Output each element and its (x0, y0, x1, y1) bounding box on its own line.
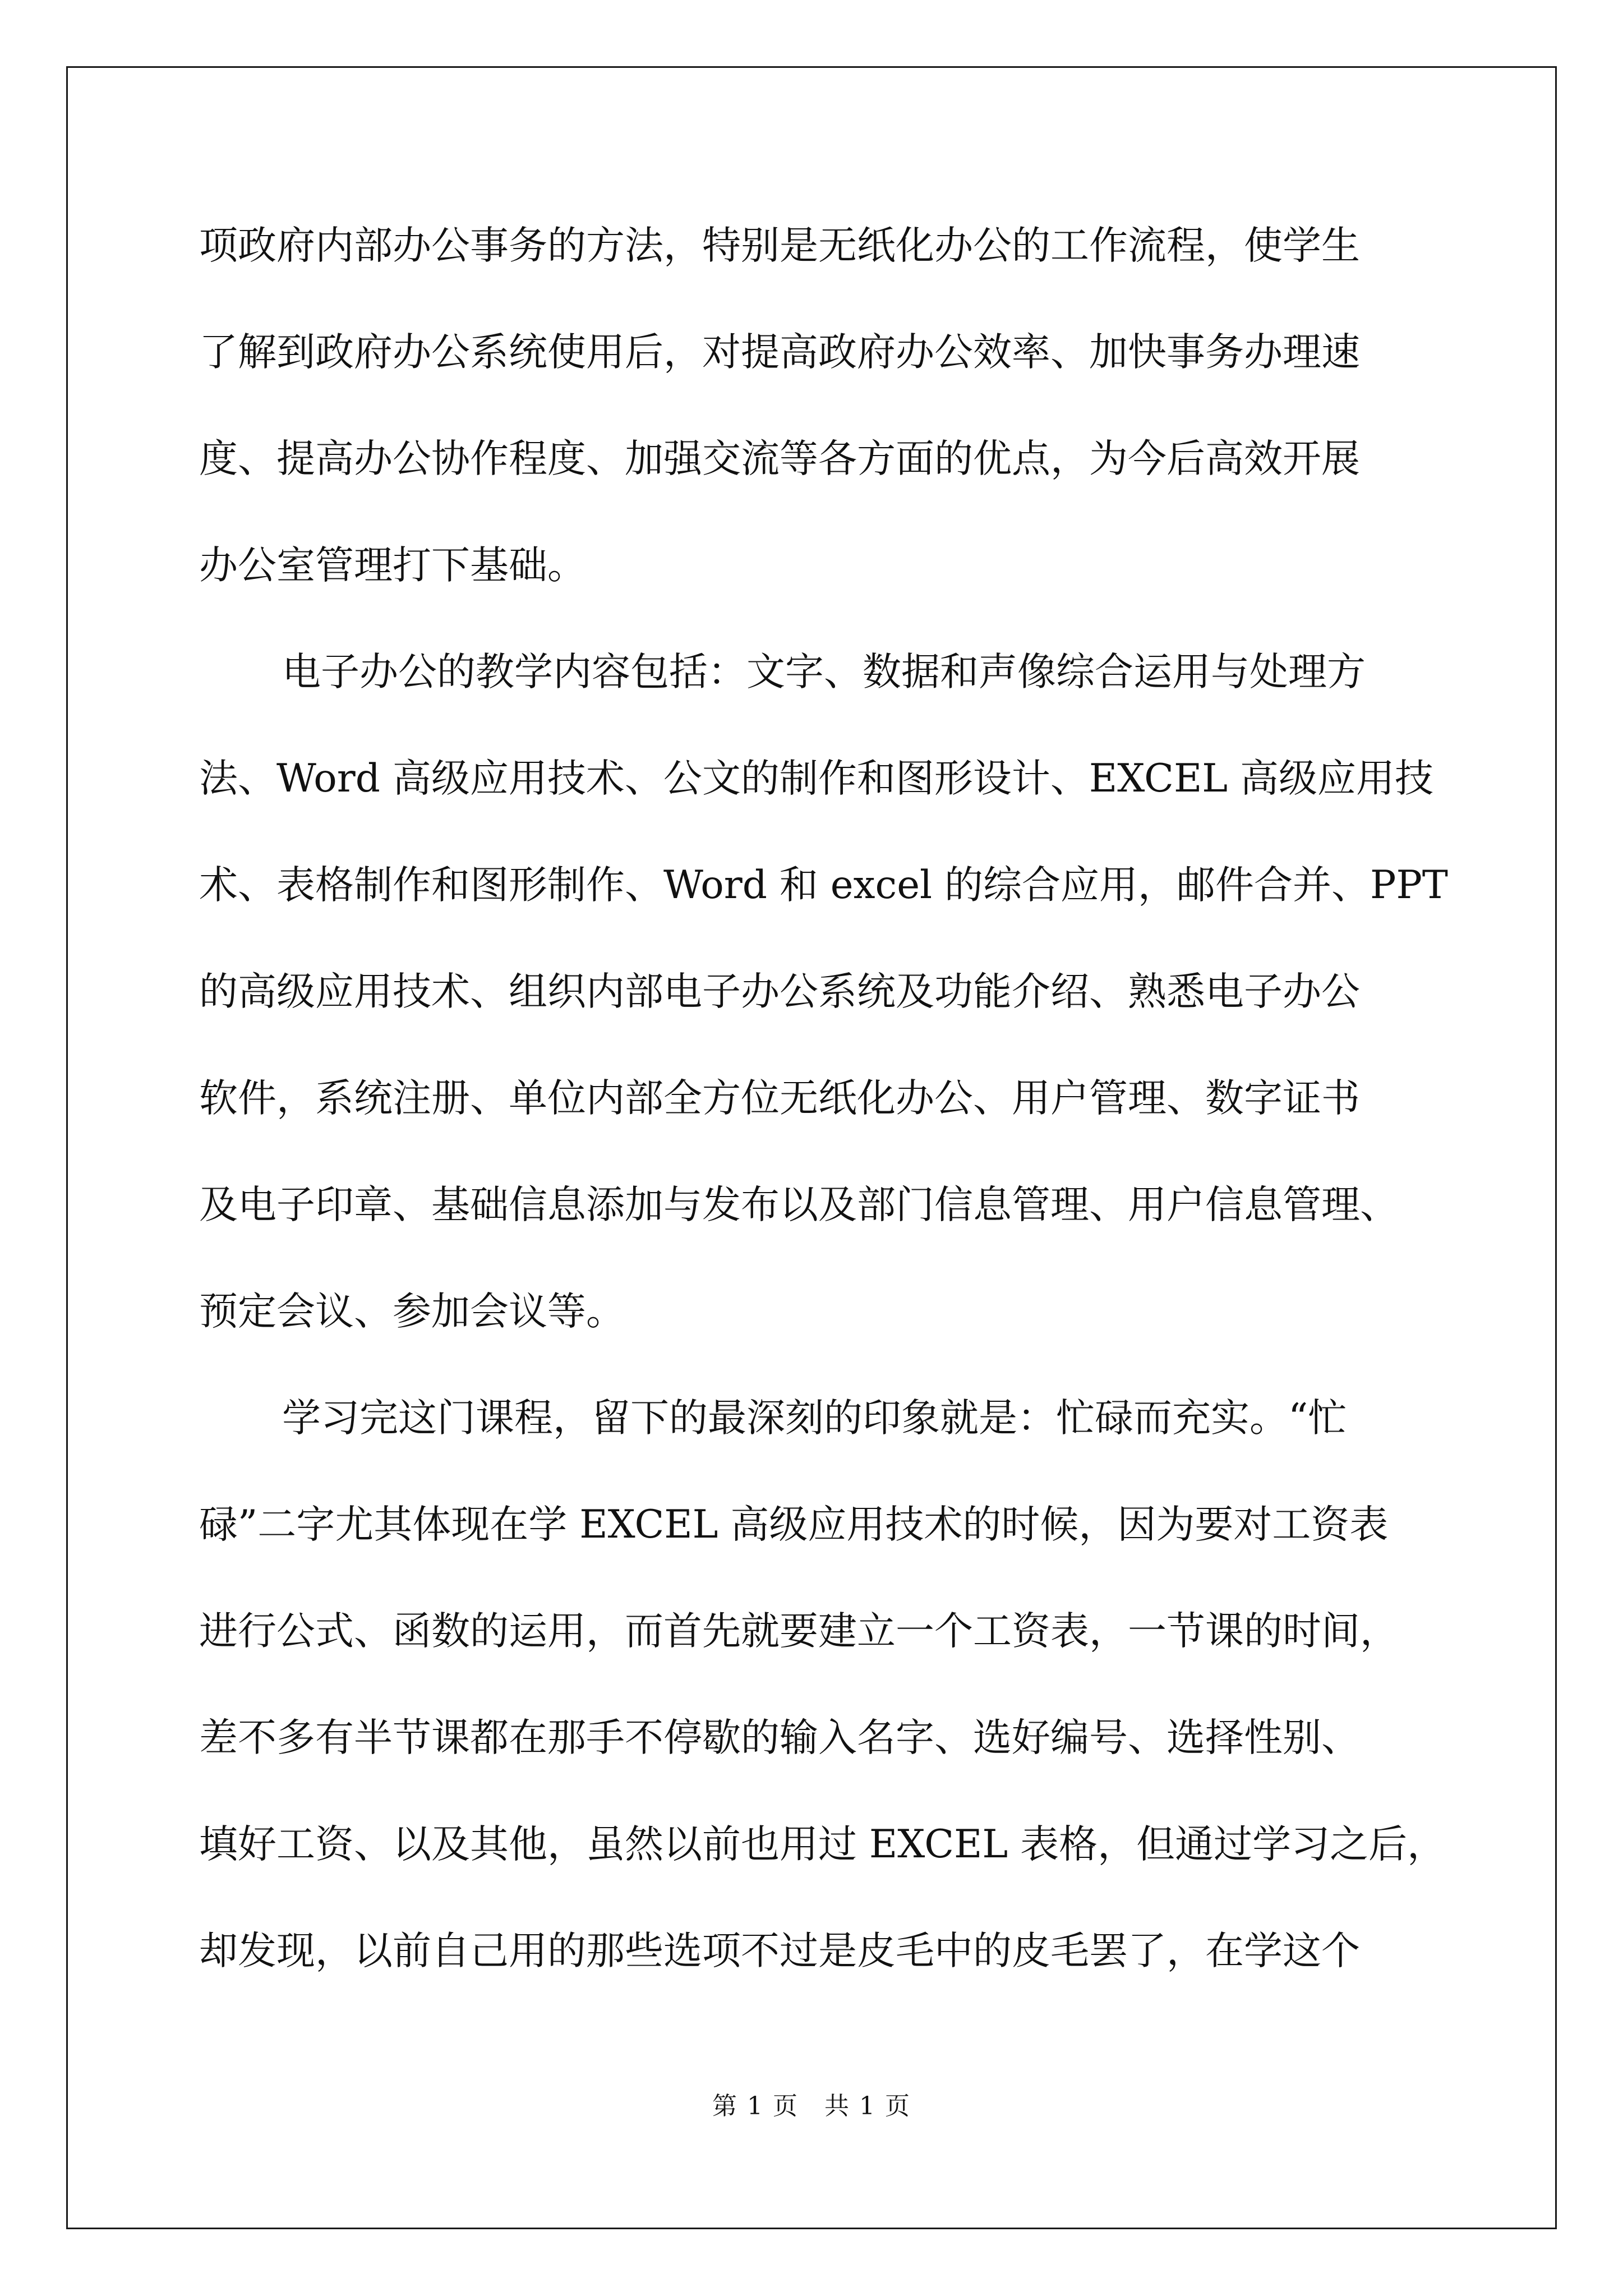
paragraph-first-line: 学习完这门课程，留下的最深刻的印象就是：忙碌而充实。“忙 (282, 1396, 1347, 1441)
text-line: 的高级应用技术、组织内部电子办公系统及功能介绍、熟悉电子办公 (199, 969, 1360, 1014)
text-line: 法、Word 高级应用技术、公文的制作和图形设计、EXCEL 高级应用技 (199, 756, 1434, 801)
text-line: 办公室管理打下基础。 (199, 543, 586, 588)
text-line: 项政府内部办公事务的方法，特别是无纸化办公的工作流程，使学生 (199, 223, 1360, 268)
text-line: 却发现，以前自己用的那些选项不过是皮毛中的皮毛罢了，在学这个 (199, 1929, 1360, 1973)
text-line: 填好工资、以及其他，虽然以前也用过 EXCEL 表格，但通过学习之后， (199, 1822, 1446, 1867)
paragraph-first-line: 电子办公的教学内容包括：文字、数据和声像综合运用与处理方 (282, 650, 1366, 694)
text-line: 及电子印章、基础信息添加与发布以及部门信息管理、用户信息管理、 (199, 1182, 1399, 1227)
text-line: 了解到政府办公系统使用后，对提高政府办公效率、加快事务办理速 (199, 330, 1360, 375)
text-line: 差不多有半节课都在那手不停歇的输入名字、选好编号、选择性别、 (199, 1715, 1360, 1760)
text-line: 软件，系统注册、单位内部全方位无纸化办公、用户管理、数字证书 (199, 1076, 1360, 1121)
text-line: 术、表格制作和图形制作、Word 和 excel 的综合应用，邮件合并、PPT (199, 863, 1448, 908)
text-line: 预定会议、参加会议等。 (199, 1289, 625, 1334)
text-line: 碌”二字尤其体现在学 EXCEL 高级应用技术的时候，因为要对工资表 (199, 1502, 1389, 1547)
text-line: 度、提高办公协作程度、加强交流等各方面的优点，为今后高效开展 (199, 436, 1360, 481)
page-border (66, 66, 1557, 2229)
text-line: 进行公式、函数的运用，而首先就要建立一个工资表，一节课的时间， (199, 1609, 1399, 1654)
page-number-footer: 第 1 页 共 1 页 (712, 2092, 911, 2120)
